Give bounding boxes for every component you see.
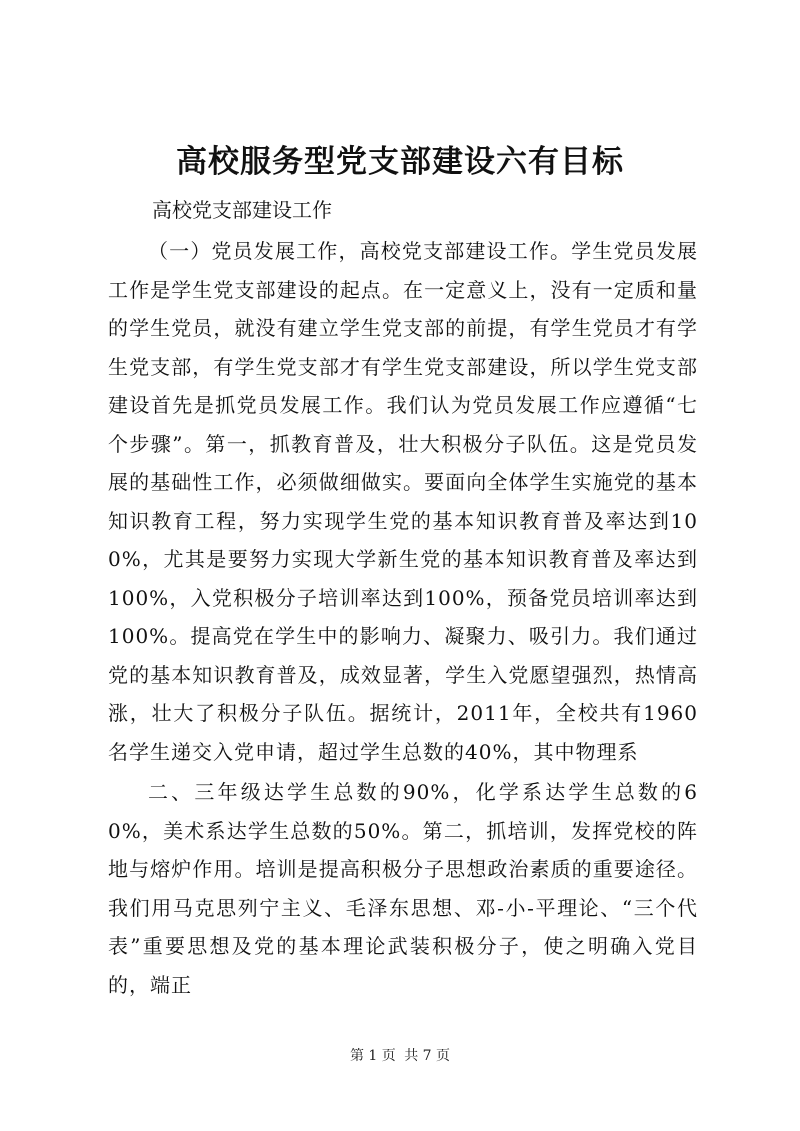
page-footer xyxy=(0,1046,800,1066)
document-subtitle: 高校党支部建设工作 xyxy=(152,198,332,222)
page-number: 第 1 页 xyxy=(349,1048,396,1064)
document-title: 高校服务型党支部建设六有目标 xyxy=(176,144,624,180)
body-paragraph-2: 二、三年级达学生总数的90%，化学系达学生总数的60%，美术系达学生总数的50%。第二，抓培训，发挥党校的阵地与熔炉作用。培训是提高积极分子思想政治素质的重要途径。我们用马克思列宁主义、毛泽东思想、邓-小-平理论、“三个代表”重要思想及党的基本理论武装积极分子，使之明确入党目的，端正 xyxy=(108,780,698,997)
body-paragraph-1: （一）党员发展工作，高校党支部建设工作。学生党员发展工作是学生党支部建设的起点。在一定意义上，没有一定质和量的学生党员，就没有建立学生党支部的前提，有学生党员才有学生党支部，有学生党支部才有学生党支部建设，所以学生党支部建设首先是抓党员发展工作。我们认为党员发展工作应遵循“七个步骤”。第一，抓教育普及，壮大积极分子队伍。这是党员发展的基础性工作，必须做细做实。要面向全体学生实施党的基本知识教育工程，努力实现学生党的基本知识教育普及率达到100%，尤其是要努力实现大学新生党的基本知识教育普及率达到100%，入党积极分子培训率达到100%，预备党员培训率达到100%。提高党在学生中的影响力、凝聚力、吸引力。我们通过党的基本知识教育普及，成效显著，学生入党愿望强烈，热情高涨，壮大了积极分子队伍。据统计，2011年，全校共有1960名学生递交入党申请，超过学生总数的40%，其中物理系 xyxy=(108,239,698,764)
page-total: 共 7 页 xyxy=(404,1048,451,1064)
